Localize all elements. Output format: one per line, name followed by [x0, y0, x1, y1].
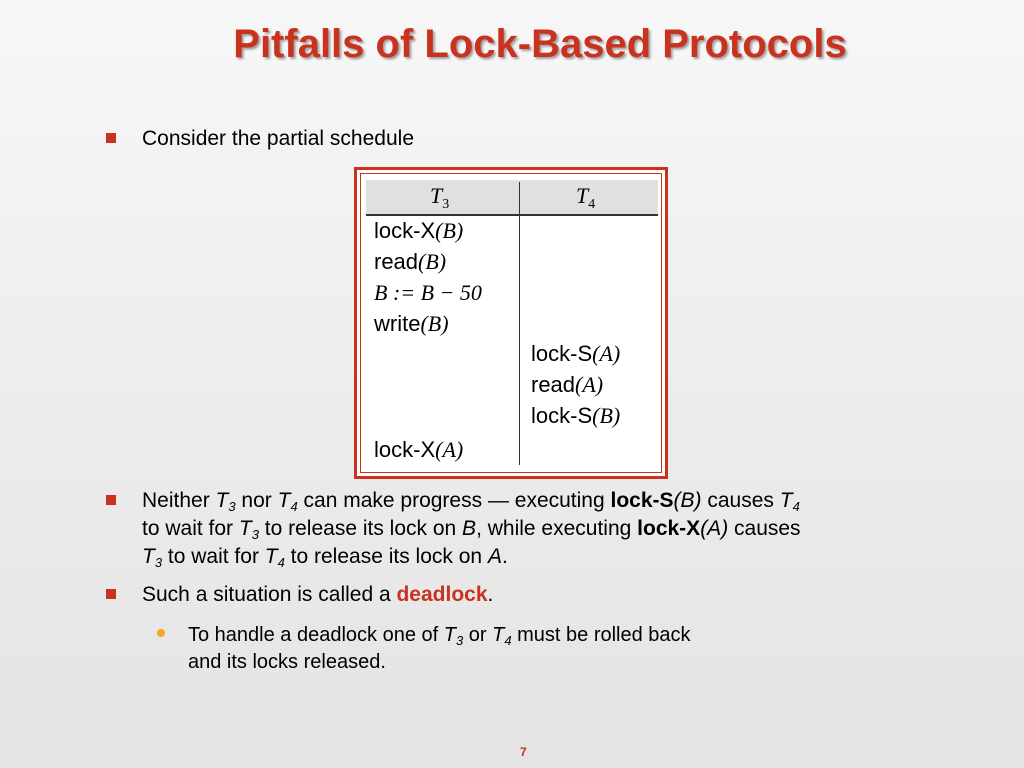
t3-op-lock-x-a: lock-X(A)	[374, 437, 464, 462]
sub-bullet-line1: To handle a deadlock one of $T_3$ or $T_4$ must be rolled back	[188, 624, 691, 648]
bullet-marker	[106, 589, 116, 599]
bullet-neither-line3: $T_3$ to wait for $T_4$ to release its lock on A.	[142, 545, 508, 570]
column-header-t3: $T_3$	[430, 183, 450, 212]
schedule-header-row	[366, 180, 658, 216]
column-divider	[519, 182, 520, 465]
t4-op-read-a: read(A)	[531, 372, 604, 397]
t3-op-lock-x-b: lock-X(B)	[374, 218, 464, 243]
t3-op-assign: B := B − 50	[374, 280, 482, 305]
t3-op-read-b: read(B)	[374, 249, 447, 274]
bullet-marker	[106, 495, 116, 505]
bullet-neither-line2: to wait for $T_3$ to release its lock on B, while executing lock-X(A) causes	[142, 517, 801, 542]
page-number: 7	[520, 745, 527, 759]
bullet-such-situation: Such a situation is called a deadlock.	[142, 583, 494, 606]
bullet-marker	[106, 133, 116, 143]
slide-title: Pitfalls of Lock-Based Protocols	[233, 22, 847, 66]
sub-bullet-dot	[157, 629, 165, 637]
t4-op-lock-s-b: lock-S(B)	[531, 403, 621, 428]
sub-bullet-line2: and its locks released.	[188, 651, 386, 673]
t3-op-write-b: write(B)	[374, 311, 449, 336]
bullet-neither-line1: Neither $T_3$ nor $T_4$ can make progress — executing lock-S(B) causes $T_4$	[142, 489, 800, 514]
t4-op-lock-s-a: lock-S(A)	[531, 341, 621, 366]
bullet-consider: Consider the partial schedule	[142, 127, 414, 150]
column-header-t4: $T_4$	[576, 183, 596, 212]
